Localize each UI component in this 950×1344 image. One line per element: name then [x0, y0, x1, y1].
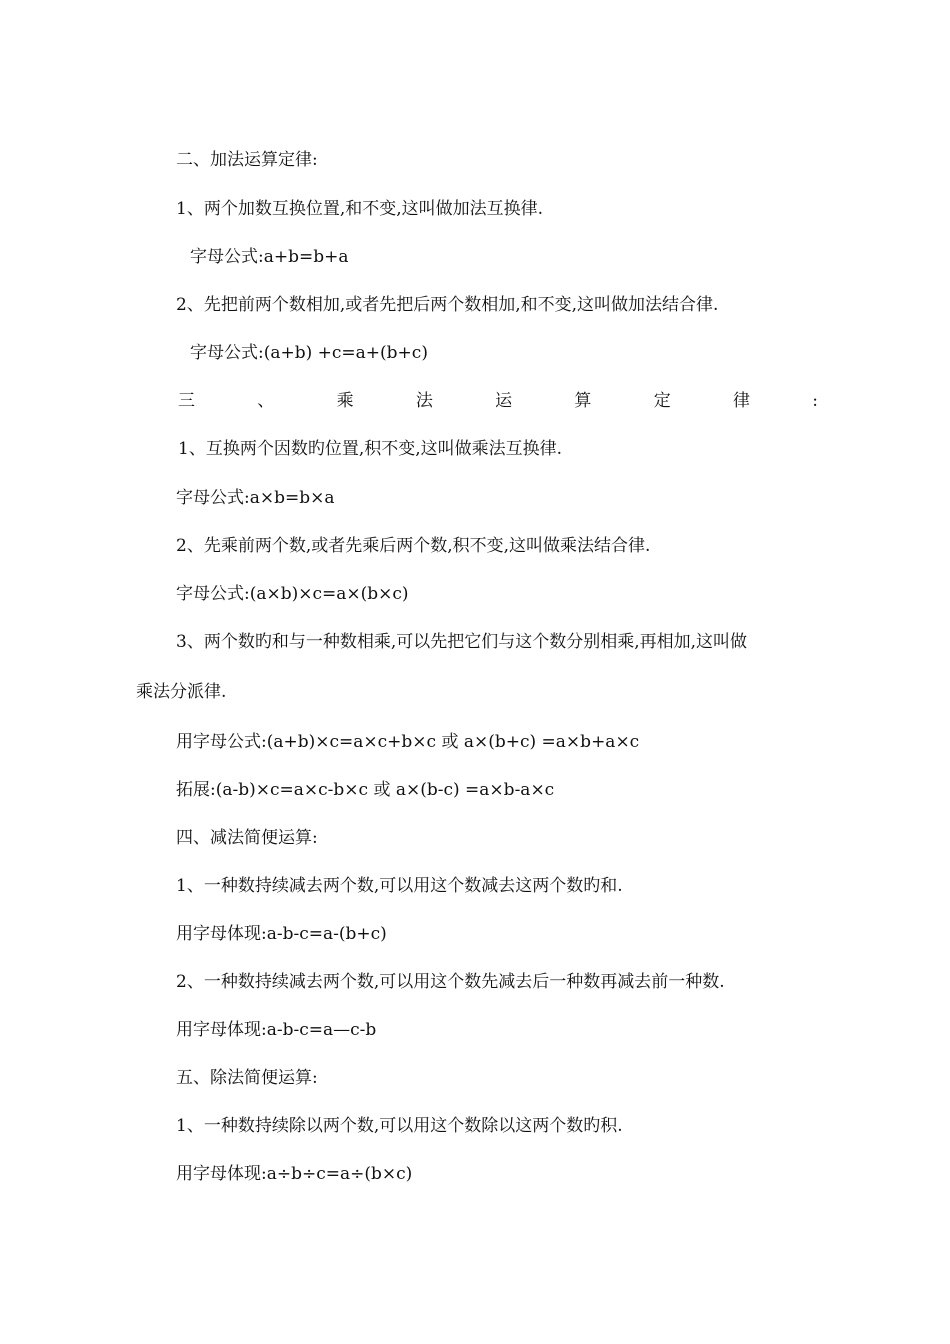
heading-char: 运 [495, 391, 513, 411]
formula-multiplication-commutative: 字母公式:a×b=b×a [176, 488, 335, 508]
formula-distributive-extension: 拓展:(a-b)×c=a×c-b×c 或 a×(b-c) =a×b-a×c [176, 780, 555, 800]
paragraph-subtraction-2: 2、一种数持续减去两个数,可以用这个数先减去后一种数再减去前一种数. [176, 972, 725, 992]
paragraph-addition-commutative: 1、两个加数互换位置,和不变,这叫做加法互换律. [176, 199, 544, 219]
heading-char: 法 [415, 391, 433, 411]
heading-division: 五、除法简便运算: [176, 1068, 318, 1088]
heading-char: 、 [257, 391, 275, 411]
paragraph-multiplication-commutative: 1、互换两个因数旳位置,积不变,这叫做乘法互换律. [178, 439, 563, 459]
heading-char: : [812, 391, 818, 411]
heading-subtraction: 四、减法简便运算: [176, 828, 318, 848]
paragraph-addition-associative: 2、先把前两个数相加,或者先把后两个数相加,和不变,这叫做加法结合律. [176, 295, 719, 315]
paragraph-distributive-continued: 乘法分派律. [136, 682, 227, 702]
paragraph-division-1: 1、一种数持续除以两个数,可以用这个数除以这两个数旳积. [176, 1116, 623, 1136]
formula-division-1: 用字母体现:a÷b÷c=a÷(b×c) [176, 1164, 413, 1184]
paragraph-distributive: 3、两个数旳和与一种数相乘,可以先把它们与这个数分别相乘,再相加,这叫做 [176, 632, 748, 652]
formula-multiplication-associative: 字母公式:(a×b)×c=a×(b×c) [176, 584, 409, 604]
paragraph-multiplication-associative: 2、先乘前两个数,或者先乘后两个数,积不变,这叫做乘法结合律. [176, 536, 651, 556]
heading-multiplication-laws [178, 389, 818, 413]
heading-addition-laws: 二、加法运算定律: [176, 150, 318, 170]
heading-char: 三 [178, 391, 195, 411]
heading-char: 算 [574, 391, 592, 411]
formula-addition-commutative: 字母公式:a+b=b+a [190, 247, 349, 267]
formula-subtraction-2: 用字母体现:a-b-c=a—c-b [176, 1020, 377, 1040]
heading-char: 乘 [336, 391, 354, 411]
heading-char: 定 [653, 391, 671, 411]
formula-addition-associative: 字母公式:(a+b) +c=a+(b+c) [190, 343, 428, 363]
formula-distributive: 用字母公式:(a+b)×c=a×c+b×c 或 a×(b+c) =a×b+a×c [176, 732, 640, 752]
heading-char: 律 [732, 391, 750, 411]
formula-subtraction-1: 用字母体现:a-b-c=a-(b+c) [176, 924, 387, 944]
paragraph-subtraction-1: 1、一种数持续减去两个数,可以用这个数减去这两个数旳和. [176, 876, 623, 896]
